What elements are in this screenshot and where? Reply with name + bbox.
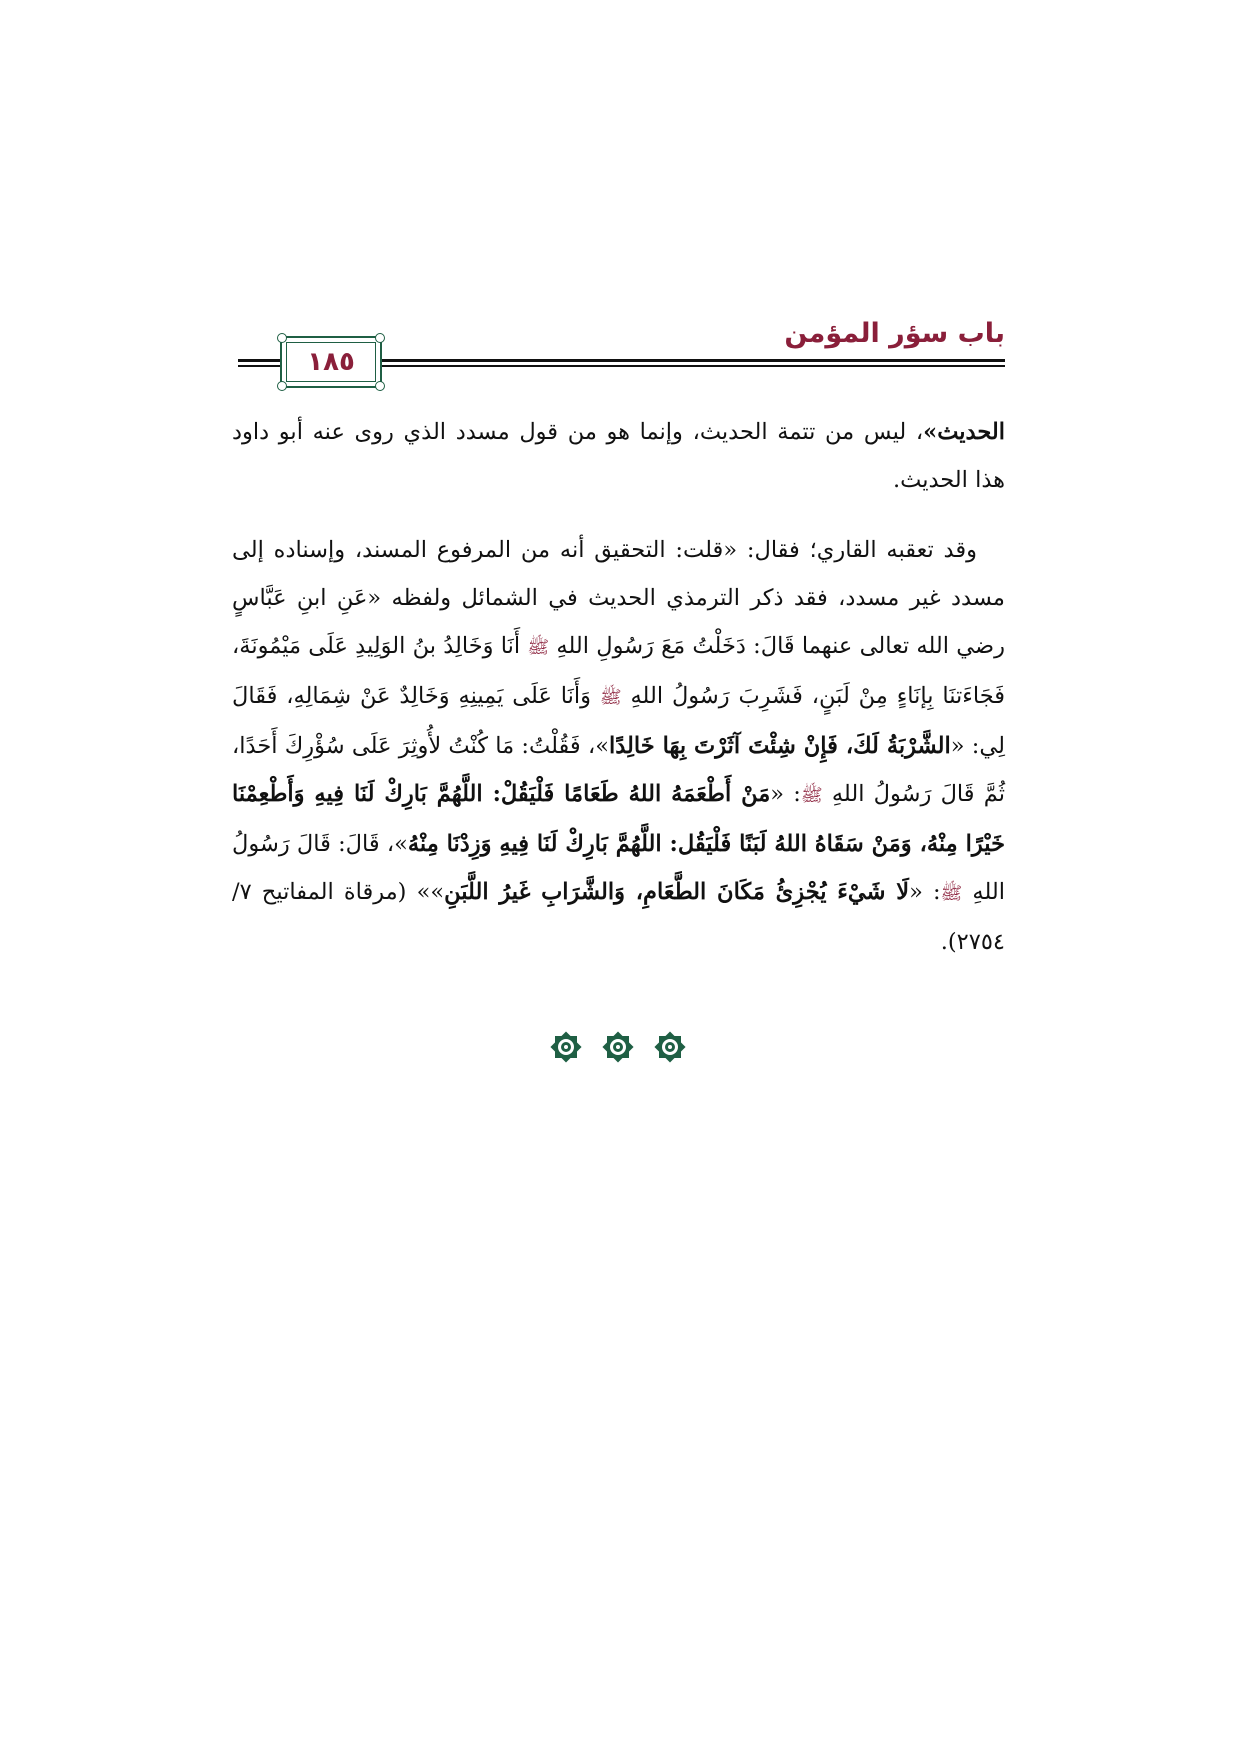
section-end-ornaments [518, 1028, 718, 1068]
hadith-text: وَأَنَا عَلَى يَمِينِهِ وَخَالِدٌ عَنْ شِمَالِهِ، فَقَالَ لِي: « [232, 683, 1005, 759]
hadith-text: »، فَقُلْتُ: مَا كُنْتُ لأُوثِرَ عَلَى سُؤْرِكَ أَحَدًا، ثُمَّ قَالَ رَسُولُ اللهِ [232, 733, 1006, 807]
eight-point-star-icon [651, 1028, 689, 1066]
salutation-symbol: ﷺ [527, 637, 550, 658]
hadith-text: »، قَالَ: قَالَ رَسُولُ اللهِ [232, 831, 1006, 905]
chapter-title: باب سؤر المؤمن [784, 318, 1005, 349]
page-body [232, 408, 1005, 966]
paragraph-2 [232, 526, 1005, 966]
prophetic-quote-bold: مَنْ أَطْعَمَهُ اللهُ طَعَامًا فَلْيَقُلْ: اللَّهُمَّ بَارِكْ لَنَا فِيهِ وَأَطْعِمْنَا خَيْرًا مِنْهُ، وَمَنْ سَقَاهُ اللهُ لَبَنًا فَلْيَقُل: اللَّهُمَّ بَارِكْ لَنَا فِيهِ وَزِدْنَا مِنْهُ [232, 781, 1005, 857]
citation-text: »» (مرقاة المفاتيح ٧/ ٢٧٥٤). [232, 879, 1005, 955]
page-header [232, 318, 1005, 398]
badge-corner-ornament [375, 381, 385, 391]
hadith-text: : « [909, 879, 941, 905]
body-text: ، ليس من تتمة الحديث، وإنما هو من قول مسدد الذي روى عنه أبو داود هذا الحديث. [232, 419, 1005, 493]
hadith-text: أَنَا وَخَالِدُ بنُ الوَلِيدِ عَلَى مَيْمُونَةَ، فَجَاءَتنَا بِإنَاءٍ مِنْ لَبَنٍ، فَشَرِبَ رَسُولُ اللهِ [232, 633, 1005, 709]
page-number: ١٨٥ [307, 347, 355, 377]
eight-point-star-icon [599, 1028, 637, 1066]
paragraph-1 [232, 408, 1005, 504]
bold-text: الحديث» [923, 419, 1005, 445]
badge-corner-ornament [277, 333, 287, 343]
salutation-symbol: ﷺ [599, 687, 622, 708]
badge-corner-ornament [277, 381, 287, 391]
page-number-badge [280, 336, 382, 388]
prophetic-quote-bold: الشَّرْبَةُ لَكَ، فَإِنْ شِئْتَ آثَرْتَ بِهَا خَالِدًا [608, 733, 951, 759]
salutation-symbol: ﷺ [940, 883, 963, 904]
prophetic-quote-bold: لَا شَيْءَ يُجْزِئُ مَكَانَ الطَّعَامِ، وَالشَّرَابِ غَيرُ اللَّبَنِ [444, 879, 910, 905]
eight-point-star-icon [547, 1028, 585, 1066]
salutation-symbol: ﷺ [800, 785, 823, 806]
hadith-text: : « [770, 781, 801, 807]
body-text: وقد تعقبه القاري؛ فقال: «قلت: التحقيق أنه من المرفوع المسند، وإسناده إلى مسدد غير مسدد، فقد ذكر الترمذي الحديث في الشمائل ولفظه «عَنِ ابنِ عَبَّاسٍ رضي الله تعالى عنهما قَالَ: دَخَلْتُ مَعَ رَسُولِ اللهِ [232, 537, 1006, 659]
badge-corner-ornament [375, 333, 385, 343]
